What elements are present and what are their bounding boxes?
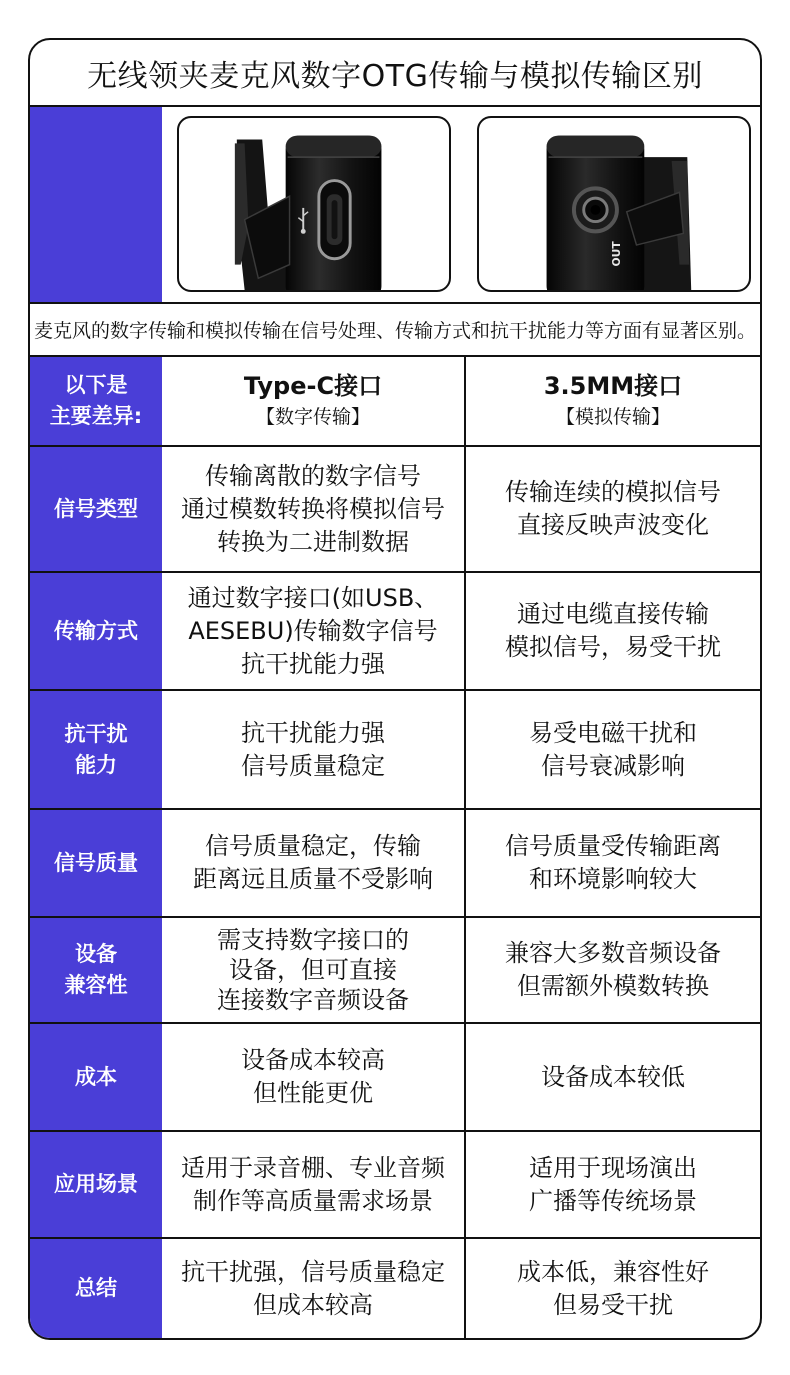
cell-line: 适用于录音棚、专业音频 (181, 1153, 445, 1182)
typec-cell (162, 691, 466, 808)
jack-title: 3.5MM接口 (543, 372, 683, 400)
cell-line: 通过电缆直接传输 (517, 600, 709, 628)
cell-line: 但易受干扰 (553, 1290, 673, 1319)
typec-cell (162, 573, 466, 689)
row-device-compatibility (30, 916, 760, 1022)
row-signal-quality (30, 808, 760, 916)
row-label (30, 810, 162, 916)
jack-cell (466, 573, 760, 689)
cell-line: 易受电磁干扰和 (529, 718, 697, 747)
header-col-typec (162, 357, 466, 445)
cell-line: 适用于现场演出 (529, 1153, 697, 1182)
header-label (30, 357, 162, 445)
cell-line: 设备，但可直接 (229, 956, 397, 984)
cell-line: 设备成本较低 (541, 1062, 685, 1091)
typec-title: Type-C接口 (243, 372, 383, 400)
cell-line: 制作等高质量需求场景 (193, 1186, 433, 1215)
cell-line: 信号衰减影响 (541, 751, 685, 780)
row-label-line: 设备 (75, 942, 117, 966)
cell-line: 通过数字接口(如USB、 (187, 583, 439, 612)
jack-cell (466, 810, 760, 916)
cell-line: 但需额外模数转换 (517, 972, 709, 1000)
typec-cell (162, 1024, 466, 1130)
typec-subtitle: 【数字传输】 (255, 406, 370, 428)
header-label-line: 主要差异: (49, 404, 143, 428)
cell-line: 信号质量稳定，传输 (205, 832, 421, 860)
row-label-line: 总结 (75, 1276, 117, 1300)
image-row (30, 105, 760, 302)
cell-line: 传输离散的数字信号 (205, 461, 421, 490)
row-interference-resistance (30, 689, 760, 808)
page-title: 无线领夹麦克风数字OTG传输与模拟传输区别 (87, 58, 703, 94)
cell-line: 和环境影响较大 (529, 865, 697, 893)
row-signal-type (30, 445, 760, 571)
cell-line: 需支持数字接口的 (217, 926, 409, 954)
out-label: OUT (609, 241, 623, 267)
typec-cell (162, 810, 466, 916)
jack-cell (466, 691, 760, 808)
row-label (30, 918, 162, 1022)
row-label-line: 能力 (75, 752, 117, 777)
jack-cell (466, 1024, 760, 1130)
typec-cell (162, 918, 466, 1022)
typec-cell (162, 447, 466, 571)
row-cost (30, 1022, 760, 1130)
row-label (30, 691, 162, 808)
comparison-table (28, 38, 762, 1340)
jack-mic-illustration (479, 118, 749, 290)
cell-line: 模拟信号，易受干扰 (505, 633, 721, 661)
jack-subtitle: 【模拟传输】 (555, 406, 670, 428)
row-transmission-method (30, 571, 760, 689)
cell-line: 距离远且质量不受影响 (193, 865, 433, 893)
typec-mic-photo (177, 116, 451, 292)
cell-line: 抗干扰强，信号质量稳定 (181, 1257, 445, 1286)
image-row-label-cell (30, 107, 162, 302)
cell-line: 设备成本较高 (241, 1046, 385, 1074)
description: 麦克风的数字传输和模拟传输在信号处理、传输方式和抗干扰能力等方面有显著区别。 (30, 302, 760, 355)
row-label (30, 1239, 162, 1338)
cell-line: 连接数字音频设备 (217, 986, 409, 1014)
usb-c-port-icon (319, 181, 350, 259)
typec-cell (162, 1239, 466, 1338)
jack-cell (466, 1239, 760, 1338)
row-label-line: 传输方式 (54, 618, 138, 643)
jack-cell (466, 1132, 760, 1237)
jack-cell (466, 447, 760, 571)
cell-line: 直接反映声波变化 (517, 511, 709, 539)
row-application-scenario (30, 1130, 760, 1237)
cell-line: 通过模数转换将模拟信号 (181, 494, 445, 523)
row-label-line: 成本 (75, 1064, 117, 1089)
cell-line: 传输连续的模拟信号 (505, 478, 721, 506)
header-row (30, 355, 760, 445)
cell-line: 转换为二进制数据 (217, 527, 409, 556)
row-label (30, 573, 162, 689)
row-label-line: 信号质量 (54, 850, 138, 875)
typec-cell (162, 1132, 466, 1237)
row-summary (30, 1237, 760, 1338)
header-col-jack (466, 357, 760, 445)
row-label-line: 兼容性 (64, 973, 128, 997)
cell-line: 抗干扰能力强 (241, 649, 385, 678)
row-label-line: 抗干扰 (64, 721, 128, 746)
cell-line: 兼容大多数音频设备 (505, 939, 721, 967)
cell-line: 信号质量稳定 (241, 751, 385, 780)
header-label-line: 以下是 (64, 373, 128, 397)
cell-line: 信号质量受传输距离 (505, 832, 721, 860)
audio-jack-icon (574, 188, 617, 231)
row-label (30, 1024, 162, 1130)
typec-mic-illustration (179, 118, 449, 290)
cell-line: 成本低，兼容性好 (517, 1257, 709, 1286)
image-area (162, 107, 760, 302)
row-label-line: 信号类型 (54, 496, 138, 521)
cell-line: 抗干扰能力强 (241, 718, 385, 747)
row-label (30, 1132, 162, 1237)
cell-line: 但成本较高 (253, 1290, 373, 1319)
jack-cell (466, 918, 760, 1022)
cell-line: 广播等传统场景 (529, 1186, 697, 1215)
row-label (30, 447, 162, 571)
row-label-line: 应用场景 (54, 1172, 138, 1196)
cell-line: AESEBU)传输数字信号 (188, 616, 438, 645)
jack-mic-photo (477, 116, 751, 292)
cell-line: 但性能更优 (253, 1079, 373, 1107)
